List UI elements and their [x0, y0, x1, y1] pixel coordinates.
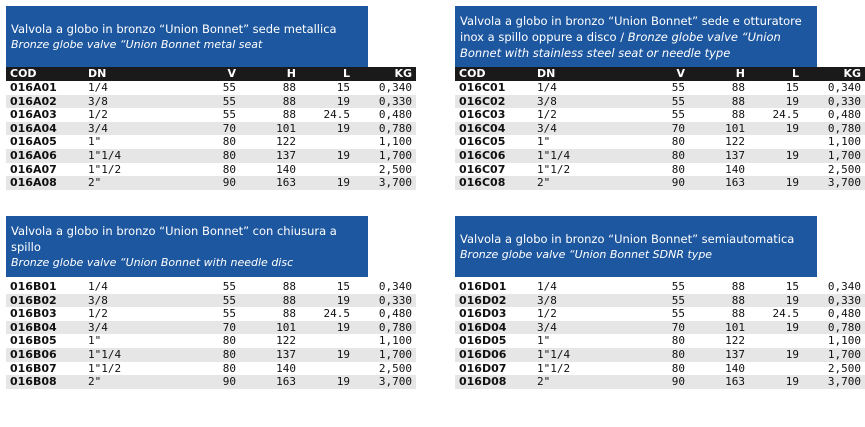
cell-dn: 1"1/4	[533, 149, 641, 163]
cell-l: 24.5	[772, 307, 799, 321]
cell-dn: 2"	[84, 176, 192, 190]
cell-v: 70	[192, 122, 240, 136]
panel-016a	[6, 6, 412, 190]
table-row	[6, 135, 416, 149]
cell-h: 88	[731, 307, 745, 321]
cell-h: 163	[240, 375, 300, 389]
cell-l: 19	[300, 348, 354, 362]
cell-v: 80	[641, 348, 689, 362]
table-row	[6, 122, 416, 136]
title-italian: Valvola a globo in bronzo “Union Bonnet” con chiusura a spillo	[11, 224, 337, 254]
cell-dn: 3/8	[84, 294, 192, 308]
cell-kg: 1,100	[378, 334, 412, 348]
cell-dn: 2"	[533, 375, 641, 389]
cell-v: 90	[192, 176, 240, 190]
table-row	[455, 81, 865, 95]
table-row	[455, 163, 865, 177]
column-header-v: V	[192, 67, 240, 81]
cell-cod: 016A06	[6, 149, 84, 163]
cell-v: 80	[671, 334, 685, 348]
cell-cod: 016A01	[10, 81, 57, 94]
cell-l	[300, 163, 354, 177]
column-header-l: L	[749, 67, 803, 81]
cell-l	[749, 135, 803, 149]
cell-kg: 0,780	[803, 321, 865, 335]
cell-cod: 016B03	[10, 307, 57, 321]
cell-v: 55	[192, 95, 240, 109]
cell-kg: 1,700	[354, 348, 416, 362]
cell-v: 55	[222, 108, 236, 122]
cell-kg: 3,700	[354, 375, 416, 389]
table-row	[6, 307, 416, 321]
cell-h: 88	[731, 81, 745, 94]
cell-dn: 1/2	[537, 307, 557, 321]
cell-h: 137	[240, 149, 300, 163]
cell-v: 70	[641, 321, 689, 335]
cell-cod: 016C02	[455, 95, 533, 109]
cell-l: 19	[749, 149, 803, 163]
cell-kg: 0,340	[827, 81, 861, 94]
panel-header	[6, 216, 368, 277]
cell-kg: 0,480	[827, 307, 861, 321]
column-header-v: V	[641, 67, 689, 81]
table-row	[6, 294, 416, 308]
cell-cod: 016D01	[459, 280, 507, 293]
table-row	[455, 95, 865, 109]
cell-dn: 1"	[88, 135, 102, 149]
cell-kg: 3,700	[803, 176, 865, 190]
cell-kg: 1,700	[803, 149, 865, 163]
cell-dn: 1/2	[88, 108, 108, 122]
cell-l: 19	[749, 375, 803, 389]
column-header-dn: DN	[84, 67, 192, 81]
cell-l	[749, 163, 803, 177]
panel-header	[455, 6, 817, 67]
cell-v: 55	[222, 307, 236, 321]
cell-h: 88	[731, 280, 745, 293]
cell-dn: 3/8	[533, 95, 641, 109]
title-english: Bronze globe valve “Union Bonnet with needle disc	[11, 256, 294, 269]
cell-dn: 3/4	[533, 321, 641, 335]
table-body	[6, 280, 416, 389]
cell-kg: 0,330	[354, 95, 416, 109]
cell-l	[300, 362, 354, 376]
cell-h: 88	[282, 81, 296, 94]
cell-dn: 2"	[533, 176, 641, 190]
cell-kg: 0,780	[354, 122, 416, 136]
cell-v: 55	[671, 108, 685, 122]
title-italian: Valvola a globo in bronzo “Union Bonnet” sede e otturatore inox a spillo oppure a disco /	[460, 13, 802, 44]
cell-v: 80	[671, 361, 685, 375]
column-header-h: H	[240, 67, 300, 81]
cell-cod: 016C08	[455, 176, 533, 190]
cell-l: 19	[300, 95, 354, 109]
cell-v: 80	[222, 135, 236, 149]
cell-cod: 016C07	[459, 162, 506, 176]
cell-dn: 1"1/4	[533, 348, 641, 362]
table-row	[455, 334, 865, 348]
cell-h: 137	[689, 348, 749, 362]
cell-cod: 016B07	[10, 361, 57, 375]
cell-v: 80	[222, 334, 236, 348]
column-header-kg: KG	[354, 67, 416, 81]
cell-kg: 0,480	[378, 108, 412, 122]
cell-dn: 1"	[88, 334, 102, 348]
title-english: Bronze globe valve “Union Bonnet metal seat	[11, 38, 263, 51]
cell-dn: 1"1/4	[84, 348, 192, 362]
cell-cod: 016D02	[455, 294, 533, 308]
cell-dn: 3/8	[84, 95, 192, 109]
cell-kg: 1,100	[378, 135, 412, 149]
cell-kg: 0,340	[827, 280, 861, 293]
cell-dn: 1/4	[88, 81, 108, 94]
cell-h: 122	[276, 334, 296, 348]
table-row	[455, 149, 865, 163]
cell-h: 140	[276, 361, 296, 375]
table-row	[455, 348, 865, 362]
cell-cod: 016C01	[459, 81, 506, 94]
cell-l: 19	[749, 321, 803, 335]
spec-table	[6, 280, 416, 389]
table-row	[6, 348, 416, 362]
cell-l: 19	[749, 294, 803, 308]
table-row	[455, 176, 865, 190]
table-row	[6, 362, 416, 376]
cell-cod: 016D06	[455, 348, 533, 362]
cell-kg: 0,340	[378, 280, 412, 293]
table-body	[6, 81, 416, 190]
cell-h: 122	[725, 135, 745, 149]
cell-v: 80	[671, 135, 685, 149]
table-row	[455, 375, 865, 389]
table-header-row	[455, 67, 865, 81]
table-row	[6, 108, 416, 122]
panel-header	[455, 216, 817, 277]
cell-l: 15	[785, 280, 799, 293]
cell-v: 55	[641, 95, 689, 109]
cell-cod: 016A03	[10, 108, 57, 122]
spec-table	[455, 280, 865, 389]
cell-l: 19	[749, 122, 803, 136]
cell-cod: 016C04	[455, 122, 533, 136]
cell-l	[749, 362, 803, 376]
cell-cod: 016A04	[6, 122, 84, 136]
table-row	[6, 176, 416, 190]
table-row	[455, 362, 865, 376]
column-header-l: L	[300, 67, 354, 81]
cell-l	[300, 334, 354, 348]
cell-l: 24.5	[323, 108, 350, 122]
cell-h: 101	[689, 122, 749, 136]
cell-cod: 016B05	[10, 334, 57, 348]
cell-kg: 1,700	[803, 348, 865, 362]
cell-kg: 0,780	[803, 122, 865, 136]
cell-cod: 016A05	[10, 135, 57, 149]
cell-kg: 0,480	[827, 108, 861, 122]
cell-cod: 016D05	[459, 334, 507, 348]
cell-l: 19	[300, 294, 354, 308]
cell-dn: 1"1/2	[88, 361, 122, 375]
cell-l: 19	[749, 95, 803, 109]
cell-v: 80	[671, 162, 685, 176]
cell-v: 80	[641, 149, 689, 163]
cell-cod: 016C03	[459, 108, 506, 122]
cell-v: 90	[641, 176, 689, 190]
cell-kg: 2,500	[378, 162, 412, 176]
cell-v: 55	[671, 307, 685, 321]
table-body	[455, 280, 865, 389]
title-mixed	[460, 13, 812, 61]
spec-table	[455, 67, 865, 190]
cell-kg: 0,330	[803, 95, 865, 109]
cell-l	[300, 135, 354, 149]
cell-v: 70	[641, 122, 689, 136]
cell-h: 101	[240, 122, 300, 136]
table-body	[455, 81, 865, 190]
cell-kg: 2,500	[378, 361, 412, 375]
cell-cod: 016A08	[6, 176, 84, 190]
table-row	[6, 321, 416, 335]
cell-dn: 1"	[537, 334, 551, 348]
column-header-cod: COD	[6, 67, 84, 81]
cell-l: 19	[300, 321, 354, 335]
cell-h: 88	[282, 307, 296, 321]
table-header-row	[6, 67, 416, 81]
cell-dn: 1/4	[537, 280, 557, 293]
cell-dn: 3/4	[84, 321, 192, 335]
cell-l: 15	[336, 81, 350, 94]
column-header-kg: KG	[803, 67, 865, 81]
table-row	[6, 163, 416, 177]
cell-kg: 2,500	[827, 162, 861, 176]
table-row	[6, 280, 416, 294]
cell-dn: 1"1/2	[88, 162, 122, 176]
cell-kg: 1,100	[827, 334, 861, 348]
cell-cod: 016D03	[459, 307, 507, 321]
table-row	[455, 108, 865, 122]
cell-v: 55	[222, 280, 236, 293]
cell-h: 122	[276, 135, 296, 149]
cell-h: 140	[725, 162, 745, 176]
panel-016b	[6, 216, 412, 389]
cell-cod: 016A02	[6, 95, 84, 109]
cell-h: 122	[725, 334, 745, 348]
table-row	[455, 280, 865, 294]
cell-l: 15	[336, 280, 350, 293]
cell-dn: 1"1/4	[84, 149, 192, 163]
spec-table	[6, 67, 416, 190]
cell-l: 15	[785, 81, 799, 94]
cell-h: 88	[731, 108, 745, 122]
table-row	[455, 294, 865, 308]
cell-dn: 3/8	[533, 294, 641, 308]
cell-h: 88	[282, 108, 296, 122]
table-row	[455, 122, 865, 136]
table-row	[6, 95, 416, 109]
cell-h: 137	[689, 149, 749, 163]
cell-h: 88	[282, 280, 296, 293]
cell-v: 80	[222, 162, 236, 176]
cell-h: 163	[689, 375, 749, 389]
cell-dn: 3/4	[84, 122, 192, 136]
cell-cod: 016C05	[459, 135, 506, 149]
cell-h: 88	[689, 294, 749, 308]
cell-kg: 0,330	[803, 294, 865, 308]
table-row	[455, 307, 865, 321]
cell-h: 88	[240, 294, 300, 308]
cell-kg: 0,480	[378, 307, 412, 321]
table-row	[6, 375, 416, 389]
cell-dn: 1"1/2	[537, 361, 571, 375]
cell-kg: 3,700	[354, 176, 416, 190]
cell-kg: 1,100	[827, 135, 861, 149]
cell-l: 24.5	[772, 108, 799, 122]
title-italian: Valvola a globo in bronzo “Union Bonnet” sede metallica	[11, 22, 337, 36]
cell-cod: 016B02	[6, 294, 84, 308]
cell-l: 19	[300, 176, 354, 190]
cell-l: 19	[749, 176, 803, 190]
cell-v: 55	[222, 81, 236, 94]
cell-l: 19	[300, 149, 354, 163]
cell-cod: 016B01	[10, 280, 57, 293]
cell-l: 19	[300, 375, 354, 389]
cell-h: 163	[240, 176, 300, 190]
cell-v: 80	[192, 149, 240, 163]
cell-h: 101	[240, 321, 300, 335]
cell-cod: 016D08	[455, 375, 533, 389]
cell-cod: 016B04	[6, 321, 84, 335]
cell-l: 24.5	[323, 307, 350, 321]
cell-h: 88	[240, 95, 300, 109]
cell-kg: 0,330	[354, 294, 416, 308]
cell-kg: 2,500	[827, 361, 861, 375]
title-english: Bronze globe valve “Union Bonnet SDNR type	[460, 248, 713, 261]
cell-v: 55	[192, 294, 240, 308]
panel-016c	[455, 6, 861, 190]
cell-h: 140	[725, 361, 745, 375]
cell-cod: 016B06	[6, 348, 84, 362]
cell-h: 101	[689, 321, 749, 335]
cell-kg: 0,340	[378, 81, 412, 94]
title-italian: Valvola a globo in bronzo “Union Bonnet” semiautomatica	[460, 232, 795, 246]
cell-dn: 1/4	[88, 280, 108, 293]
cell-v: 55	[671, 81, 685, 94]
table-row	[455, 135, 865, 149]
table-row	[6, 149, 416, 163]
table-row	[6, 334, 416, 348]
cell-l	[749, 334, 803, 348]
cell-cod: 016D07	[459, 361, 507, 375]
cell-l: 19	[300, 122, 354, 136]
cell-h: 163	[689, 176, 749, 190]
cell-h: 88	[689, 95, 749, 109]
panel-016d	[455, 216, 861, 389]
cell-kg: 3,700	[803, 375, 865, 389]
cell-dn: 1/2	[537, 108, 557, 122]
cell-kg: 0,780	[354, 321, 416, 335]
cell-h: 140	[276, 162, 296, 176]
cell-h: 137	[240, 348, 300, 362]
cell-cod: 016D04	[455, 321, 533, 335]
cell-cod: 016C06	[455, 149, 533, 163]
column-header-cod: COD	[455, 67, 533, 81]
title-english: Bronze globe valve “Union Bonnet with stainless steel seat or needle type	[460, 29, 781, 60]
cell-cod: 016B08	[6, 375, 84, 389]
column-header-dn: DN	[533, 67, 641, 81]
table-row	[455, 321, 865, 335]
column-header-h: H	[689, 67, 749, 81]
cell-v: 80	[192, 348, 240, 362]
cell-dn: 1/2	[88, 307, 108, 321]
cell-dn: 2"	[84, 375, 192, 389]
panel-header	[6, 6, 368, 67]
cell-dn: 1/4	[537, 81, 557, 94]
cell-v: 55	[641, 294, 689, 308]
cell-kg: 1,700	[354, 149, 416, 163]
cell-cod: 016A07	[10, 162, 57, 176]
cell-v: 55	[671, 280, 685, 293]
table-row	[6, 81, 416, 95]
cell-v: 90	[641, 375, 689, 389]
cell-v: 70	[192, 321, 240, 335]
cell-v: 80	[222, 361, 236, 375]
cell-dn: 1"1/2	[537, 162, 571, 176]
cell-dn: 1"	[537, 135, 551, 149]
cell-v: 90	[192, 375, 240, 389]
cell-l: 19	[749, 348, 803, 362]
cell-dn: 3/4	[533, 122, 641, 136]
